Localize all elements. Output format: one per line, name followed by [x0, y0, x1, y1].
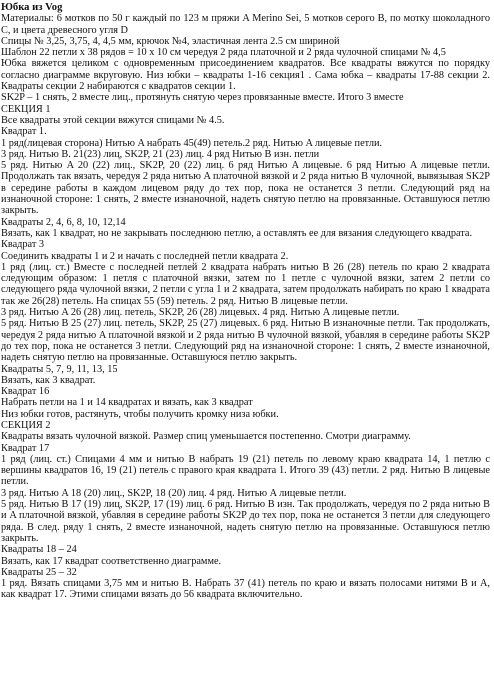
square-17-heading: Квадрат 17	[1, 442, 50, 454]
hem-finished-text: Низ юбки готов, растянуть, чтобы получить кромку низа юбки.	[1, 408, 279, 420]
square-3-heading: Квадрат 3	[1, 239, 45, 251]
section-1-note: Все квадраты этой секции вяжутся спицами № 4.5.	[1, 114, 225, 126]
square-16-heading: Квадрат 16	[1, 386, 50, 398]
square-1-heading: Квадрат 1.	[1, 126, 47, 138]
square-3-row-1: 1 ряд (лиц. ст.) Вместе с последней петлей 2 квадрата набрать нитью B 26 (28) петель по краю 2 квадрата следующим образом: 1 петля с платочной вязки, затем по 1 петле с чулочной вязки, затем 2 петли со следующего ряда чулочной вязки, 2 петли с угла 1 и 2 квадрата, затем продолжать набирать по краю 1 квадрата так же 26(28) петель. На спицах 55 (59) петель. 2 ряд. Нитью B лицевые петли.	[1, 261, 490, 307]
squares-18-24-heading: Квадраты 18 – 24	[1, 544, 77, 556]
square-1-row-1: 1 ряд(лицевая сторона) Нитью A набрать 45(49) петель.2 ряд. Нитью A лицевые петли.	[1, 137, 383, 149]
squares-even-text: Вязать, как 1 квадрат, но не закрывать последнюю петлю, а оставлять ее для вязания следующего квадрата.	[1, 227, 473, 239]
square-17-row-3: 3 ряд. Нитью A 18 (20) лиц., SK2P, 18 (20) лиц. 4 ряд. Нитью A лицевые петли.	[1, 487, 347, 499]
squares-25-32-heading: Квадраты 25 – 32	[1, 566, 77, 578]
square-1-row-3: 3 ряд. Нитью B. 21(23) лиц, SK2P, 21 (23) лиц. 4 ряд Нитью B изн. петли	[1, 148, 320, 160]
squares-18-24-text: Вязать, как 17 квадрат соответственно диаграмме.	[1, 555, 222, 567]
materials-line: Материалы: 6 мотков по 50 г каждый по 123 м пряжи A Merino Sei, 5 мотков серого B, по мотку шоколадного C, и цвета древесного угля D	[1, 13, 490, 36]
needles-line: Спицы № 3,25, 3,75, 4, 4,5 мм, крючок №4, эластичная лента 2.5 см шириной	[1, 35, 340, 47]
squares-even-heading: Квадраты 2, 4, 6, 8, 10, 12,14	[1, 216, 126, 228]
squares-25-32-text: 1 ряд. Вязать спицами 3,75 мм и нитью B. Набрать 37 (41) петель по краю и вязать полосами нитями B и A, как квадрат 17. Этими спицами вязать до 56 квадрата включительно.	[1, 578, 490, 601]
square-16-text: Набрать петли на 1 и 14 квадратах и вязать, как 3 квадрат	[1, 397, 253, 409]
section-2-heading: СЕКЦИЯ 2	[1, 419, 51, 431]
sk2p-definition: SK2P – 1 снять, 2 вместе лиц., протянуть снятую через провязанные вместе. Итого 3 вместе	[1, 92, 404, 104]
construction-paragraph: Юбка вяжется целиком с одновременным присоединением квадратов. Все квадраты вяжутся по порядку согласно диаграмме вкруговую. Низ юбки – квадраты 1-16 секция1 . Сама юбка – квадраты 17-88 секции 2. Квадраты секции 2 набираются с квадратов секции 1.	[1, 58, 490, 93]
square-3-row-3: 3 ряд. Нитью A 26 (28) лиц. петель, SK2P, 26 (28) лицевых. 4 ряд. Нитью A лицевые петли.	[1, 307, 400, 319]
squares-odd-text: Вязать, как 3 квадрат.	[1, 374, 96, 386]
document-title: Юбка из Vog	[1, 2, 63, 13]
squares-odd-heading: Квадраты 5, 7, 9, 11, 13, 15	[1, 363, 118, 375]
square-3-row-5: 5 ряд. Нитью B 25 (27) лиц. петель, SK2P, 25 (27) лицевых. 6 ряд. Нитью B изнаночные петли. Так продолжать, чередуя 2 ряда нитью A платочной вязкой и 2 ряда нитью B чулочной вязкой, убавляя в середине работы SK2P до тех пор, пока не останется 3 петли. Следующий ряд на изнаночной стороне: 1 снять, 2 вместе изнаночной, надеть снятую петлю на провязанные. Оставшуюся петлю закрыть.	[1, 318, 490, 364]
section-1-heading: СЕКЦИЯ 1	[1, 103, 51, 115]
square-3-join: Соединить квадраты 1 и 2 и начать с последней петли квадрата 2.	[1, 250, 289, 262]
square-17-row-1: 1 ряд (лиц. ст.) Спицами 4 мм и нитью B набрать 19 (21) петель по левому краю квадрата 14, 1 петлю с вершины квадратов 16, 19 (21) петель с правого края квадрата 1. Итого 39 (43) петли. 2 ряд. Нитью B лицевые петли.	[1, 453, 490, 488]
gauge-line: Шаблон 22 петли х 38 рядов = 10 х 10 см чередуя 2 ряда платочной и 2 ряда чулочной спицами № 4,5	[1, 47, 446, 59]
square-1-row-5: 5 ряд. Нитью A 20 (22) лиц., SK2P, 20 (22) лиц. 6 ряд Нитью A лицевые. 6 ряд Нитью A лицевые петли. Продолжать так вязать, чередуя 2 ряда нитью A платочной вязкой и 2 ряда нитью B чулочной, вывязывая SK2P в середине работы в каждом лицевом ряду до тех пор, пока не останется 3 петли. Следующий ряд на изнаночной стороне: 1 снять, 2 вместе изнаночной, надеть снятую петлю на провязанные. Оставшуюся петлю закрыть.	[1, 160, 490, 217]
square-17-row-5: 5 ряд. Нитью B 17 (19) лиц, SK2P, 17 (19) лиц. 6 ряд. Нитью B изн. Так продолжать, чередуя по 2 ряда нитью B и A платочной вязкой, убавляя в середине работы SK2P до тех пор, пока не останется 3 петли для следующего ряда. В след. ряду 1 снять, 2 вместе изнаночной, надеть снятую петлю на провязанные. Оставшуюся петлю закрыть.	[1, 499, 490, 544]
section-2-note: Квадраты вязать чулочной вязкой. Размер спиц уменьшается постепенно. Смотри диаграмму.	[1, 431, 411, 443]
